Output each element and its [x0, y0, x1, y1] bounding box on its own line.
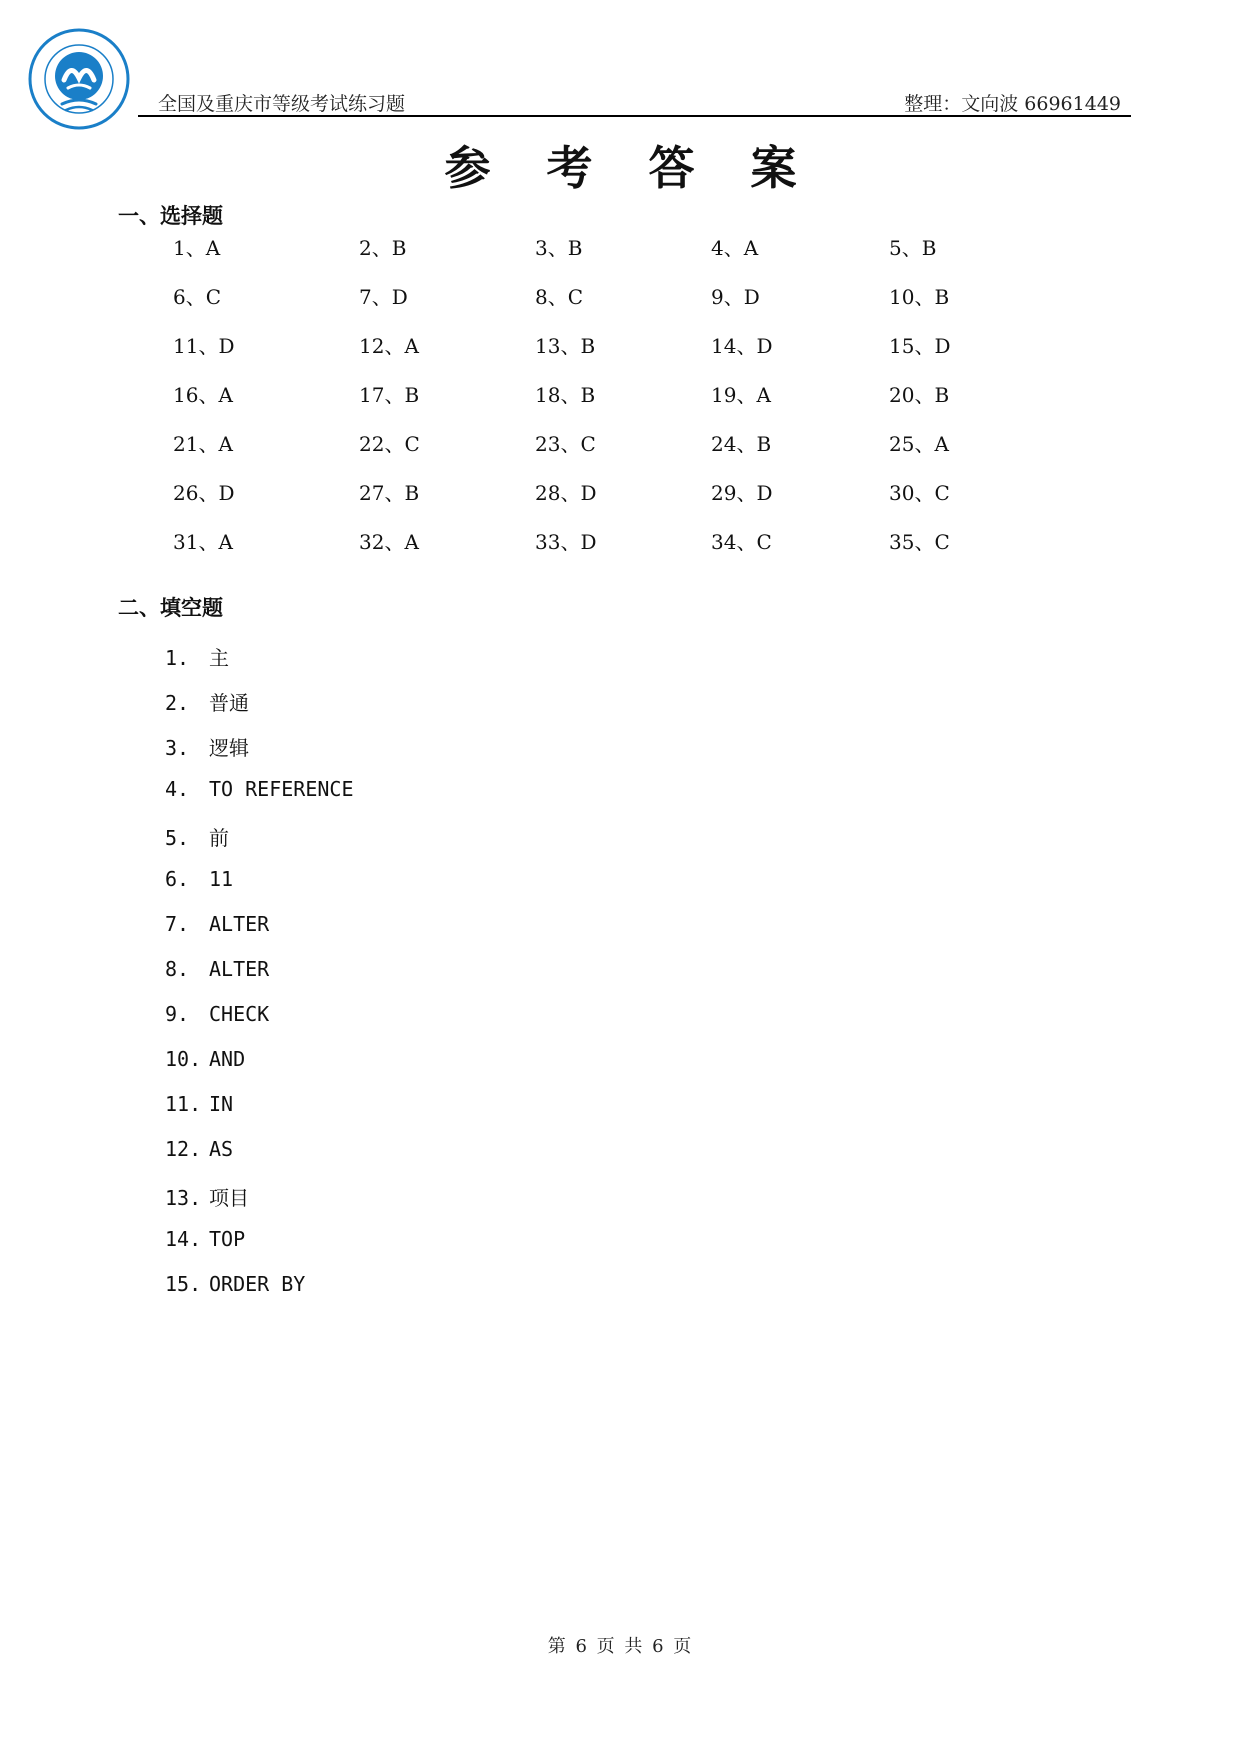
choice-answer: 33、D	[535, 530, 597, 554]
fill-item	[165, 957, 354, 1002]
fill-item	[165, 1227, 354, 1272]
fill-number: 9.	[165, 1002, 190, 1026]
fill-answer: 项目	[209, 1186, 249, 1210]
choice-answer: 35、C	[889, 530, 950, 554]
choice-answer: 4、A	[711, 236, 759, 260]
choice-answer: 11、D	[173, 334, 235, 358]
fill-number: 14.	[165, 1227, 202, 1251]
fill-number: 6.	[165, 867, 190, 891]
choice-answer: 22、C	[359, 432, 420, 456]
fill-answer: ALTER	[209, 957, 270, 981]
fill-item	[165, 642, 354, 687]
fill-answer: 11	[209, 867, 234, 891]
choice-heading: 一、选择题	[118, 204, 223, 228]
fill-answer: CHECK	[209, 1002, 270, 1026]
choice-answer: 17、B	[359, 383, 420, 407]
fill-number: 11.	[165, 1092, 202, 1116]
choice-answer: 14、D	[711, 334, 773, 358]
fill-number: 1.	[165, 646, 190, 670]
choice-answer: 2、B	[359, 236, 407, 260]
choice-answer: 16、A	[173, 383, 233, 407]
choice-answer: 10、B	[889, 285, 950, 309]
choice-answer: 25、A	[889, 432, 949, 456]
fill-answer: IN	[209, 1092, 234, 1116]
fill-number: 13.	[165, 1186, 202, 1210]
page-title: 参 考 答 案	[444, 141, 817, 195]
fill-number: 12.	[165, 1137, 202, 1161]
choice-answer: 8、C	[535, 285, 584, 309]
choice-answer: 7、D	[359, 285, 408, 309]
choice-answer: 15、D	[889, 334, 951, 358]
fill-item	[165, 912, 354, 957]
header-rule	[138, 115, 1131, 117]
fill-item	[165, 777, 354, 822]
fill-answer: TOP	[209, 1227, 246, 1251]
fill-item	[165, 1002, 354, 1047]
fill-number: 3.	[165, 736, 190, 760]
page-number-footer: 第 6 页 共 6 页	[547, 1636, 694, 1657]
university-seal-icon	[28, 28, 130, 130]
fill-number: 8.	[165, 957, 190, 981]
fill-item	[165, 732, 354, 777]
fill-answer: 主	[209, 646, 229, 670]
fill-number: 7.	[165, 912, 190, 936]
fill-item	[165, 1137, 354, 1182]
fill-answer: 普通	[209, 691, 249, 715]
choice-answer: 34、C	[711, 530, 772, 554]
choice-answer: 24、B	[711, 432, 772, 456]
header-author: 整理：文向波 66961449	[904, 93, 1121, 115]
fill-number: 10.	[165, 1047, 202, 1071]
choice-answer: 18、B	[535, 383, 596, 407]
choice-answer: 5、B	[889, 236, 937, 260]
choice-answer: 3、B	[535, 236, 583, 260]
choice-answer: 31、A	[173, 530, 233, 554]
fill-item	[165, 1272, 354, 1317]
fill-item	[165, 687, 354, 732]
choice-answer: 20、B	[889, 383, 950, 407]
fill-answer: ALTER	[209, 912, 270, 936]
fill-answer: 前	[209, 826, 229, 850]
fill-item	[165, 867, 354, 912]
fill-answer: ORDER BY	[209, 1272, 306, 1296]
choice-answer: 30、C	[889, 481, 950, 505]
fill-answer: 逻辑	[209, 736, 249, 760]
fill-heading: 二、填空题	[118, 596, 223, 620]
fill-answer: AS	[209, 1137, 234, 1161]
fill-number: 4.	[165, 777, 190, 801]
choice-answer: 23、C	[535, 432, 596, 456]
choice-answer: 13、B	[535, 334, 596, 358]
choice-answer: 29、D	[711, 481, 773, 505]
fill-number: 5.	[165, 826, 190, 850]
choice-answer: 12、A	[359, 334, 419, 358]
fill-item	[165, 1092, 354, 1137]
fill-item	[165, 1047, 354, 1092]
choice-answer: 32、A	[359, 530, 419, 554]
choice-answer: 28、D	[535, 481, 597, 505]
choice-answer: 19、A	[711, 383, 771, 407]
choice-answer: 26、D	[173, 481, 235, 505]
fill-item	[165, 822, 354, 867]
choice-answer: 27、B	[359, 481, 420, 505]
choice-answer: 6、C	[173, 285, 222, 309]
header-title: 全国及重庆市等级考试练习题	[158, 93, 406, 115]
fill-answer-list	[165, 642, 354, 1317]
fill-number: 15.	[165, 1272, 202, 1296]
fill-item	[165, 1182, 354, 1227]
choice-answer: 9、D	[711, 285, 760, 309]
choice-answer: 1、A	[173, 236, 221, 260]
fill-number: 2.	[165, 691, 190, 715]
fill-answer: AND	[209, 1047, 246, 1071]
fill-answer: TO REFERENCE	[209, 777, 354, 801]
choice-answer: 21、A	[173, 432, 233, 456]
